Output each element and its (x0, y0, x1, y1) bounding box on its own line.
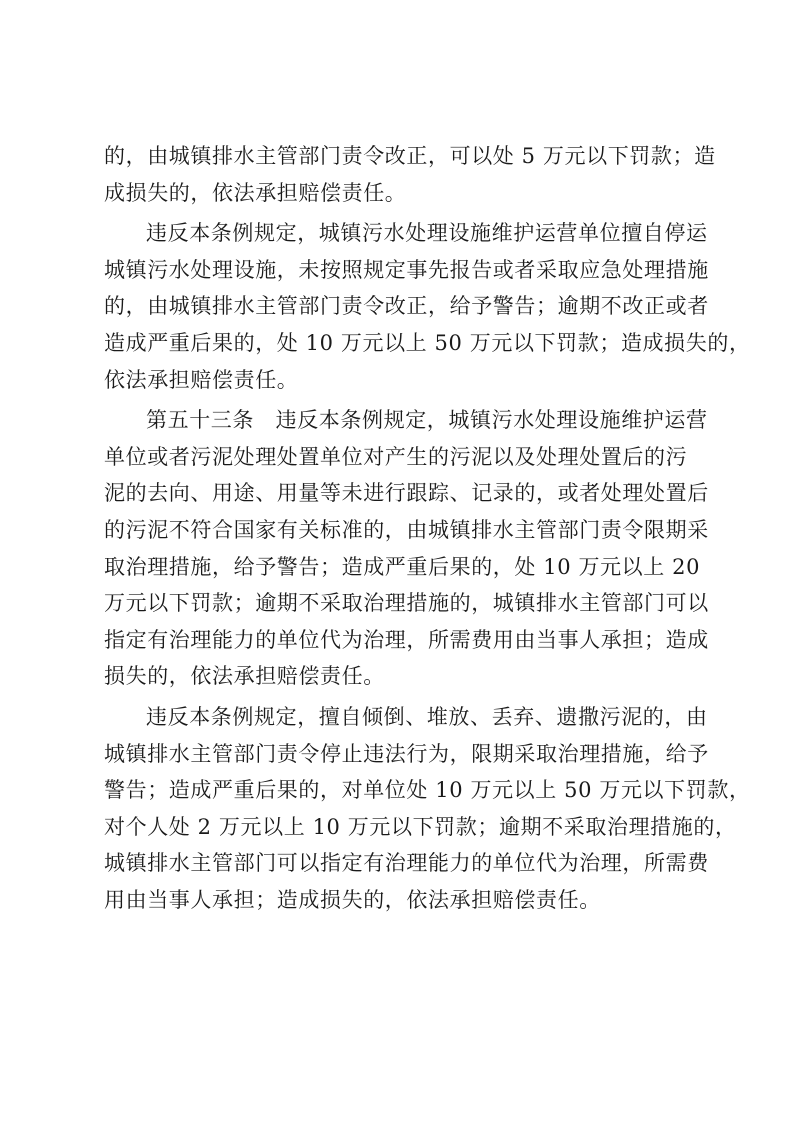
text-line: 单位或者污泥处理处置单位对产生的污泥以及处理处置后的污 (104, 444, 688, 469)
paragraph-2 (104, 215, 751, 398)
text-line: 的，由城镇排水主管部门责令改正，给予警告；逾期不改正或者 (104, 294, 709, 319)
text-line: 违反本条例规定，城镇污水处理设施维护运营单位擅自停运 (146, 221, 708, 246)
text-line: 指定有治理能力的单位代为治理，所需费用由当事人承担；造成 (104, 627, 709, 652)
text-line: 的，由城镇排水主管部门责令改正，可以处 5 万元以下罚款；造 (104, 144, 716, 168)
text-line: 造成严重后果的，处 10 万元以上 50 万元以下罚款；造成损失的， (104, 330, 751, 355)
text-line: 城镇排水主管部门责令停止违法行为，限期采取治理措施，给予 (104, 741, 709, 766)
article-53-paragraph (104, 402, 709, 695)
text-line: 用由当事人承担；造成损失的，依法承担赔偿责任。 (104, 887, 601, 912)
text-line: 警告；造成严重后果的，对单位处 10 万元以上 50 万元以下罚款， (104, 778, 751, 803)
paragraph-1 (104, 138, 716, 211)
text-line: 违反本条例规定，擅自倾倒、堆放、丢弃、遗撒污泥的，由 (146, 704, 708, 729)
text-line: 万元以下罚款；逾期不采取治理措施的，城镇排水主管部门可以 (104, 591, 709, 616)
text-line: 城镇污水处理设施，未按照规定事先报告或者采取应急处理措施 (104, 257, 709, 282)
paragraph-4 (104, 699, 751, 919)
text-line: 成损失的，依法承担赔偿责任。 (104, 180, 407, 205)
article-heading-line: 第五十三条 违反本条例规定，城镇污水处理设施维护运营 (146, 408, 708, 433)
text-line: 对个人处 2 万元以上 10 万元以下罚款；逾期不采取治理措施的， (104, 814, 737, 839)
text-line: 损失的，依法承担赔偿责任。 (104, 664, 385, 689)
text-line: 的污泥不符合国家有关标准的，由城镇排水主管部门责令限期采 (104, 517, 709, 542)
text-line: 依法承担赔偿责任。 (104, 367, 299, 392)
document-body (104, 138, 751, 918)
text-line: 泥的去向、用途、用量等未进行跟踪、记录的，或者处理处置后 (104, 481, 709, 506)
text-line: 取治理措施，给予警告；造成严重后果的，处 10 万元以上 20 (104, 554, 701, 579)
text-line: 城镇排水主管部门可以指定有治理能力的单位代为治理，所需费 (104, 851, 709, 876)
